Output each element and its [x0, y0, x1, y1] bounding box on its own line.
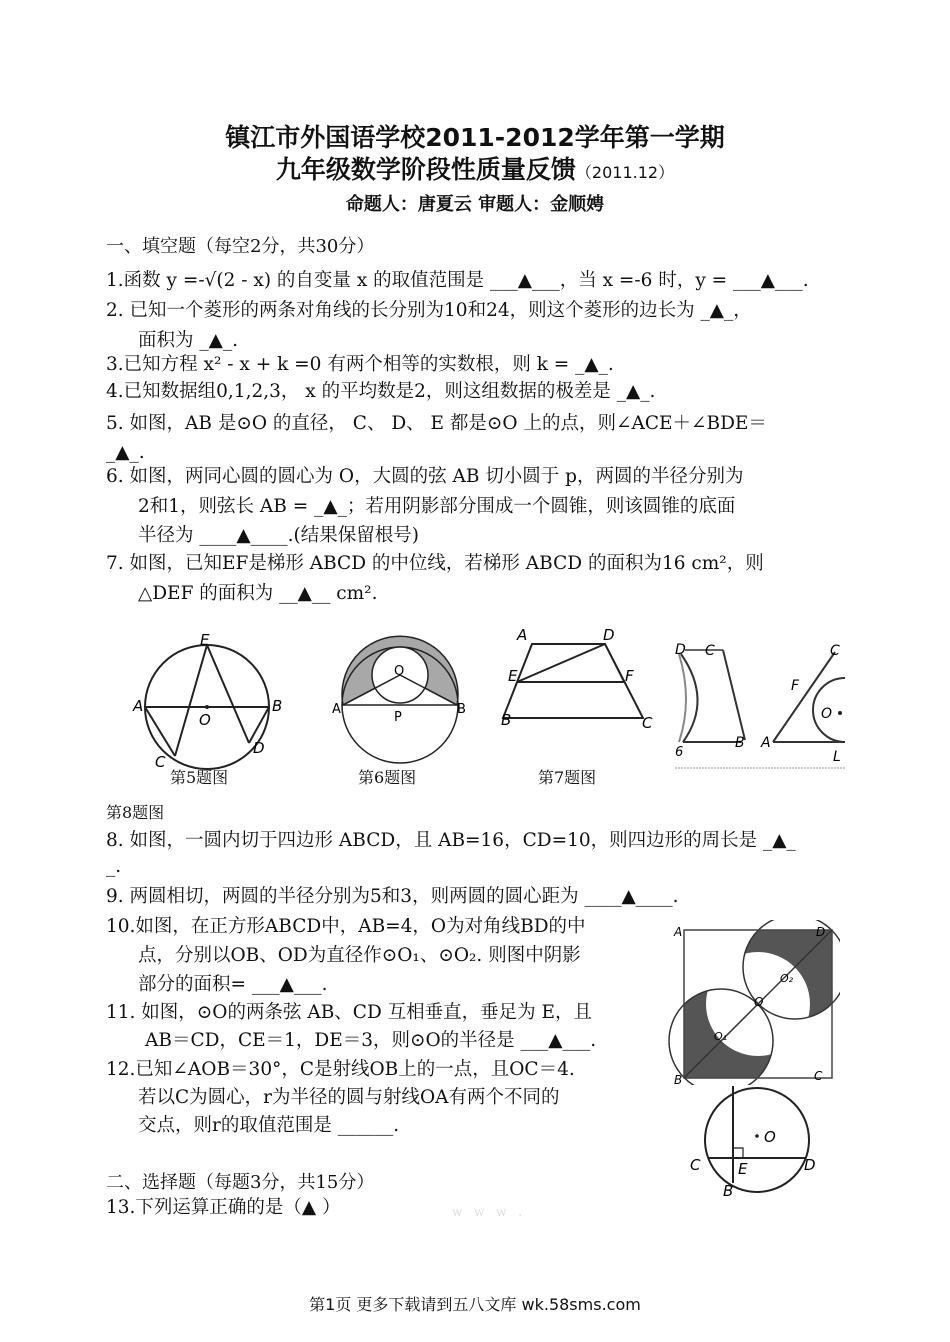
f8-label-O: O: [821, 706, 833, 722]
f5-label-O: O: [199, 711, 211, 729]
f11-label-O: O: [764, 1128, 776, 1146]
f10-label-D: D: [816, 925, 826, 939]
question-2a: 2. 已知一个菱形的两条对角线的长分别为10和24，则这个菱形的边长为 _▲_，: [106, 300, 752, 321]
question-7b: △DEF 的面积为 __▲__ cm².: [138, 583, 378, 604]
f5-label-C: C: [155, 753, 166, 771]
question-9: 9. 两圆相切，两圆的半径分别为5和3，则两圆的圆心距为 ____▲____.: [106, 886, 679, 907]
question-4: 4.已知数据组0,1,2,3， x 的平均数是2，则这组数据的极差是 _▲_.: [106, 381, 656, 402]
question-5b: _▲_.: [106, 442, 145, 463]
question-10b: 点，分别以OB、OD为直径作⊙O₁、⊙O₂. 则图中阴影: [138, 945, 581, 966]
question-8a: 8. 如图，一圆内切于四边形 ABCD，且 AB=16，CD=10，则四边形的周长是 _▲_: [106, 830, 796, 851]
question-5a: 5. 如图，AB 是⊙O 的直径， C、 D、 E 都是⊙O 上的点，则∠ACE＋∠BDE＝: [106, 413, 767, 434]
f10-label-B: B: [674, 1073, 683, 1085]
figure-5: [125, 625, 285, 775]
figure-8: [675, 640, 845, 772]
f7-label-A: A: [517, 626, 528, 644]
f8-label-F: F: [791, 678, 800, 694]
f6-label-B: B: [457, 702, 466, 717]
question-2b: 面积为 _▲_.: [138, 330, 238, 351]
f8-label-B: B: [735, 735, 745, 751]
caption-5: 第5题图: [170, 768, 229, 787]
f6-label-A: A: [332, 702, 341, 717]
f5-label-D: D: [253, 739, 265, 757]
f7-label-D: D: [603, 626, 615, 644]
question-13: 13.下列运算正确的是（▲ ）: [106, 1197, 341, 1218]
question-3: 3.已知方程 x² - x + k =0 有两个相等的实数根，则 k = _▲_.: [106, 354, 614, 375]
section1-heading: 一、填空题（每空2分，共30分）: [106, 236, 375, 257]
title-line2: [0, 150, 950, 186]
f11-label-C: C: [690, 1156, 701, 1174]
f5-label-E: E: [200, 631, 210, 649]
f10-label-O: O: [754, 995, 764, 1009]
f6-label-O: O: [394, 664, 405, 679]
question-10a: 10.如图，在正方形ABCD中，AB=4，O为对角线BD的中: [106, 916, 586, 937]
f7-label-B: B: [501, 711, 512, 729]
figure-6: [330, 625, 470, 765]
question-12b: 若以C为圆心，r为半径的圆与射线OA有两个不同的: [138, 1087, 560, 1108]
section2-heading: 二、选择题（每题3分，共15分）: [106, 1172, 375, 1193]
question-6b: 2和1，则弦长 AB = _▲_；若用阴影部分围成一个圆锥，则该圆锥的底面: [138, 496, 736, 517]
figure-7: [495, 622, 665, 742]
question-12a: 12.已知∠AOB＝30°，C是射线OB上的一点，且OC＝4.: [106, 1059, 575, 1080]
question-7a: 7. 如图，已知EF是梯形 ABCD 的中位线，若梯形 ABCD 的面积为16 cm²，则: [106, 553, 764, 574]
author-line: 命题人：唐夏云 审题人：金顺娉: [345, 194, 605, 215]
f8-label-L: L: [833, 749, 841, 765]
caption-7: 第7题图: [538, 768, 597, 787]
f11-label-E: E: [738, 1160, 748, 1178]
f7-label-F: F: [625, 667, 634, 685]
f5-label-A: A: [133, 697, 144, 715]
f8-label-D: D: [675, 642, 686, 658]
f8-label-C1: C: [705, 643, 715, 659]
title-date: （2011.12）: [575, 163, 675, 182]
question-11b: AB＝CD，CE＝1，DE＝3，则⊙O的半径是 ___▲___.: [145, 1030, 597, 1051]
question-8b: _.: [106, 856, 122, 877]
question-10c: 部分的面积= ___▲___.: [138, 974, 328, 995]
figure-10: [668, 920, 840, 1085]
f7-label-C: C: [642, 714, 653, 732]
f8-label-6: 6: [675, 745, 684, 760]
f11-label-B: B: [723, 1182, 734, 1200]
caption-8: 第8题图: [106, 803, 165, 822]
caption-6: 第6题图: [358, 768, 417, 787]
f8-label-A: A: [761, 735, 771, 751]
page-footer: 第1页 更多下载请到五八文库 wk.58sms.com: [309, 1295, 641, 1314]
title-main: 九年级数学阶段性质量反馈: [275, 155, 576, 184]
question-1: 1.函数 y =-√(2 - x) 的自变量 x 的取值范围是 ___▲___，当 x =-6 时，y = ___▲___.: [106, 270, 809, 291]
f10-label-O1: O₁: [714, 1030, 728, 1043]
f7-label-E: E: [508, 667, 518, 685]
question-6a: 6. 如图，两同心圆的圆心为 O，大圆的弦 AB 切小圆于 p，两圆的半径分别为: [106, 466, 744, 487]
f10-label-A: A: [674, 925, 683, 939]
f8-label-C2: C: [830, 643, 840, 659]
f10-label-O2: O₂: [780, 972, 794, 985]
f6-label-P: P: [394, 710, 402, 725]
f10-label-C: C: [814, 1069, 823, 1083]
question-12c: 交点，则r的取值范围是 ______.: [138, 1115, 400, 1136]
watermark: w w w .: [452, 1205, 527, 1219]
question-11a: 11. 如图，⊙O的两条弦 AB、CD 互相垂直，垂足为 E，且: [106, 1002, 593, 1023]
f5-label-B: B: [272, 697, 283, 715]
question-6c: 半径为 ____▲____.(结果保留根号): [138, 525, 419, 546]
figure-11: [688, 1082, 828, 1202]
f11-label-D: D: [804, 1156, 816, 1174]
title-line1: 镇江市外国语学校2011-2012学年第一学期: [225, 123, 725, 152]
